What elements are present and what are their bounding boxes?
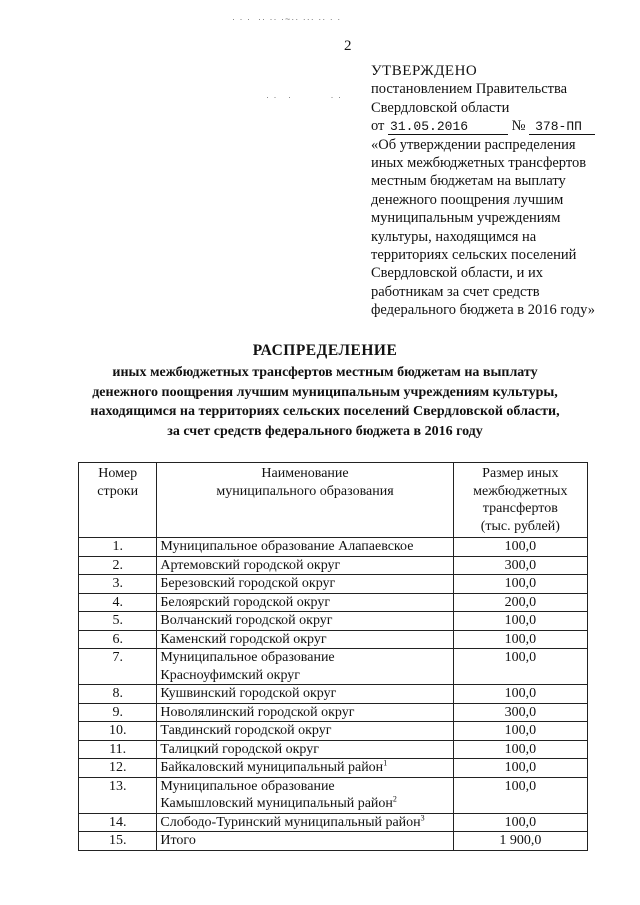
municipality-name-text: Артемовский городской округ (160, 557, 341, 573)
table-row (79, 740, 588, 759)
amount-cell: 100,0 (453, 759, 587, 778)
amount-cell: 200,0 (453, 593, 587, 612)
row-number-cell: 3. (79, 575, 157, 594)
row-number-cell: 15. (79, 832, 157, 851)
number-prefix: № (511, 118, 526, 135)
amount-cell: 300,0 (453, 703, 587, 722)
municipality-cell (157, 722, 453, 741)
municipality-name-text: Новолялинский городской округ (160, 704, 355, 720)
municipality-name-line (160, 778, 449, 796)
municipality-name-line (160, 759, 449, 777)
municipality-cell (157, 703, 453, 722)
municipality-name-text: Красноуфимский округ (160, 667, 301, 683)
municipality-name-line (160, 795, 449, 813)
municipality-name-line (160, 722, 449, 740)
title-sub-line: денежного поощрения лучшим муниципальным учреждениям культуры, (92, 384, 558, 400)
title-main: РАСПРЕДЕЛЕНИЕ (252, 342, 398, 359)
table-row (79, 593, 588, 612)
approval-line-2: Свердловской области (371, 99, 510, 116)
footnote-marker: 3 (420, 812, 425, 822)
municipality-name-text: Муниципальное образование (160, 650, 335, 665)
header-amount (453, 463, 587, 538)
municipality-name-line (160, 612, 449, 630)
table-row (79, 556, 588, 575)
municipality-name-text: Каменский городской округ (160, 631, 327, 647)
municipality-name-line (160, 575, 449, 593)
scan-artifact-top: · · · ·· ·· ·~·· ··· ·· · · (232, 14, 342, 24)
row-number-cell: 8. (79, 685, 157, 704)
amount-cell: 100,0 (453, 777, 587, 813)
resolution-line: местным бюджетам на выплату (371, 173, 566, 190)
header-text: Размер иных (482, 466, 559, 481)
document-title (60, 342, 590, 441)
row-number-cell: 6. (79, 630, 157, 649)
table-row (79, 813, 588, 832)
header-text: (тыс. рублей) (480, 518, 560, 534)
row-number-cell: 9. (79, 703, 157, 722)
municipality-cell (157, 813, 453, 832)
table-row (79, 612, 588, 631)
municipality-name-line (160, 832, 449, 850)
amount-cell: 100,0 (453, 722, 587, 741)
header-text: Номер (98, 466, 138, 481)
resolution-line: «Об утверждении распределения (371, 136, 576, 153)
table-row (79, 703, 588, 722)
row-number-cell: 11. (79, 740, 157, 759)
approval-heading: УТВЕРЖДЕНО (371, 63, 478, 79)
row-number-cell: 1. (79, 538, 157, 557)
table-row (79, 649, 588, 685)
municipality-name-text: Березовский городской округ (160, 576, 336, 591)
municipality-cell (157, 593, 453, 612)
resolution-line: иных межбюджетных трансфертов (371, 155, 587, 172)
amount-cell: 100,0 (453, 612, 587, 631)
municipality-name-line (160, 631, 449, 649)
amount-cell: 100,0 (453, 649, 587, 685)
municipality-cell (157, 538, 453, 557)
municipality-cell (157, 777, 453, 813)
amount-cell: 100,0 (453, 740, 587, 759)
resolution-line: Свердловской области, и их (371, 265, 544, 282)
municipality-name-text: Камышловский муниципальный район (160, 796, 393, 811)
resolution-line: территориях сельских поселений (371, 247, 577, 264)
table-body (79, 538, 588, 851)
municipality-cell (157, 740, 453, 759)
table-row (79, 759, 588, 778)
municipality-cell (157, 575, 453, 594)
amount-cell: 100,0 (453, 538, 587, 557)
page-number: 2 (344, 38, 352, 54)
title-sub-line: за счет средств федерального бюджета в 2016 году (167, 423, 483, 439)
row-number-cell: 2. (79, 556, 157, 575)
municipality-name-line (160, 594, 449, 612)
municipality-cell (157, 556, 453, 575)
municipality-name-text: Талицкий городской округ (160, 741, 319, 757)
header-municipality (157, 463, 453, 538)
row-number-cell: 13. (79, 777, 157, 813)
header-text: Наименование (261, 466, 349, 481)
approval-date-line (371, 117, 633, 135)
distribution-table (78, 462, 588, 851)
amount-cell: 300,0 (453, 556, 587, 575)
municipality-name-text: Белоярский городской округ (160, 594, 331, 610)
municipality-name-line (160, 649, 449, 667)
amount-cell: 100,0 (453, 685, 587, 704)
row-number-cell: 4. (79, 593, 157, 612)
date-value: 31.05.2016 (388, 120, 508, 135)
municipality-name-text: Итого (160, 833, 196, 848)
municipality-cell (157, 685, 453, 704)
municipality-name-text: Тавдинский городской округ (160, 723, 332, 738)
amount-cell: 100,0 (453, 813, 587, 832)
table-row (79, 575, 588, 594)
municipality-name-line (160, 704, 449, 722)
table-row (79, 630, 588, 649)
header-row-number (79, 463, 157, 538)
municipality-name-text: Слободо-Туринский муниципальный район (160, 814, 421, 830)
title-sub-line: иных межбюджетных трансфертов местным бюджетам на выплату (112, 365, 538, 380)
municipality-name-text: Волчанский городской округ (160, 613, 333, 628)
municipality-name-text: Кушвинский городской округ (160, 686, 337, 701)
table-row (79, 777, 588, 813)
table-header-row (79, 463, 588, 538)
amount-cell: 100,0 (453, 575, 587, 594)
municipality-cell (157, 832, 453, 851)
approval-line-1: постановлением Правительства (371, 81, 568, 98)
row-number-cell: 7. (79, 649, 157, 685)
amount-cell: 1 900,0 (453, 832, 587, 851)
municipality-cell (157, 649, 453, 685)
footnote-marker: 1 (383, 758, 388, 768)
municipality-name-text: Муниципальное образование (160, 778, 335, 794)
row-number-cell: 12. (79, 759, 157, 778)
number-value: 378-ПП (529, 120, 595, 135)
scan-artifact-mid: · · · · · (266, 92, 342, 102)
municipality-name-line (160, 667, 449, 685)
municipality-name-line (160, 741, 449, 759)
municipality-name-text: Муниципальное образование Алапаевское (160, 539, 414, 554)
header-text: межбюджетных (473, 483, 568, 499)
resolution-line: муниципальным учреждениям (371, 210, 561, 227)
municipality-name-line (160, 557, 449, 575)
municipality-cell (157, 759, 453, 778)
resolution-line: денежного поощрения лучшим (371, 191, 564, 208)
resolution-line: работникам за счет средств (371, 283, 540, 300)
resolution-line: культуры, находящимся на (371, 228, 537, 245)
table-row (79, 538, 588, 557)
table-row (79, 722, 588, 741)
approval-block (371, 62, 633, 320)
municipality-name-text: Байкаловский муниципальный район (160, 760, 384, 775)
municipality-name-line (160, 814, 449, 832)
title-sub-line: находящимся на территориях сельских поселений Свердловской области, (90, 404, 560, 419)
municipality-name-line (160, 538, 449, 556)
date-prefix: от (371, 118, 385, 135)
table-row (79, 832, 588, 851)
resolution-line: федерального бюджета в 2016 году» (371, 302, 596, 319)
table-row (79, 685, 588, 704)
municipality-cell (157, 612, 453, 631)
amount-cell: 100,0 (453, 630, 587, 649)
row-number-cell: 10. (79, 722, 157, 741)
municipality-name-line (160, 685, 449, 703)
footnote-marker: 2 (392, 794, 397, 804)
row-number-cell: 14. (79, 813, 157, 832)
header-text: строки (97, 483, 139, 499)
row-number-cell: 5. (79, 612, 157, 631)
header-text: муниципального образования (216, 483, 394, 499)
municipality-cell (157, 630, 453, 649)
header-text: трансфертов (482, 501, 558, 516)
